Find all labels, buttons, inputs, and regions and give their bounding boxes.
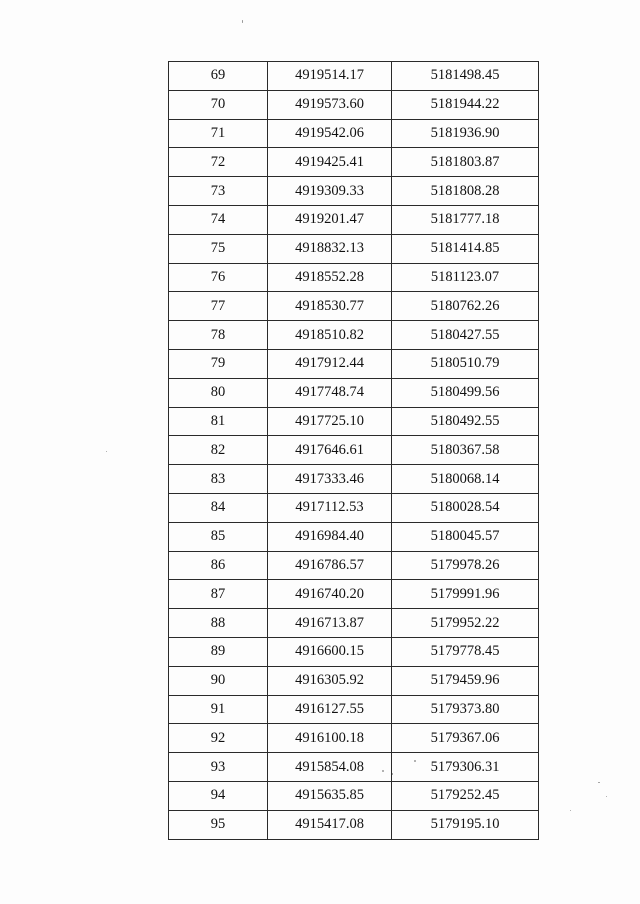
- y-coordinate-cell: 5181123.07: [392, 263, 539, 292]
- point-number-cell: 73: [169, 177, 268, 206]
- table-row: [169, 666, 539, 695]
- scan-speck: [570, 810, 571, 811]
- point-number-cell: 90: [169, 666, 268, 695]
- x-coordinate-cell: 4916713.87: [268, 609, 392, 638]
- table-row: [169, 781, 539, 810]
- x-coordinate-cell: 4916740.20: [268, 580, 392, 609]
- table-row: [169, 119, 539, 148]
- y-coordinate-cell: 5179306.31: [392, 753, 539, 782]
- y-coordinate-cell: 5180492.55: [392, 407, 539, 436]
- table-row: [169, 349, 539, 378]
- x-coordinate-cell: 4917112.53: [268, 493, 392, 522]
- point-number-cell: 91: [169, 695, 268, 724]
- coordinate-table-body: [169, 62, 539, 840]
- y-coordinate-cell: 5180367.58: [392, 436, 539, 465]
- table-row: [169, 724, 539, 753]
- table-row: [169, 378, 539, 407]
- x-coordinate-cell: 4915635.85: [268, 781, 392, 810]
- scan-speck: [598, 782, 600, 783]
- y-coordinate-cell: 5180068.14: [392, 465, 539, 494]
- table-row: [169, 148, 539, 177]
- scan-speck: [392, 773, 393, 775]
- y-coordinate-cell: 5180427.55: [392, 321, 539, 350]
- table-row: [169, 551, 539, 580]
- point-number-cell: 83: [169, 465, 268, 494]
- table-row: [169, 522, 539, 551]
- y-coordinate-cell: 5179978.26: [392, 551, 539, 580]
- point-number-cell: 70: [169, 90, 268, 119]
- point-number-cell: 79: [169, 349, 268, 378]
- point-number-cell: 87: [169, 580, 268, 609]
- x-coordinate-cell: 4916305.92: [268, 666, 392, 695]
- point-number-cell: 88: [169, 609, 268, 638]
- coordinate-table: [168, 61, 539, 840]
- table-row: [169, 465, 539, 494]
- y-coordinate-cell: 5180028.54: [392, 493, 539, 522]
- y-coordinate-cell: 5181808.28: [392, 177, 539, 206]
- y-coordinate-cell: 5181944.22: [392, 90, 539, 119]
- y-coordinate-cell: 5181803.87: [392, 148, 539, 177]
- scan-speck: [414, 760, 416, 762]
- point-number-cell: 72: [169, 148, 268, 177]
- table-row: [169, 609, 539, 638]
- table-row: [169, 810, 539, 839]
- x-coordinate-cell: 4917333.46: [268, 465, 392, 494]
- point-number-cell: 78: [169, 321, 268, 350]
- x-coordinate-cell: 4919201.47: [268, 205, 392, 234]
- table-row: [169, 62, 539, 91]
- point-number-cell: 84: [169, 493, 268, 522]
- y-coordinate-cell: 5180499.56: [392, 378, 539, 407]
- point-number-cell: 75: [169, 234, 268, 263]
- y-coordinate-cell: 5181777.18: [392, 205, 539, 234]
- x-coordinate-cell: 4918552.28: [268, 263, 392, 292]
- x-coordinate-cell: 4915854.08: [268, 753, 392, 782]
- x-coordinate-cell: 4919425.41: [268, 148, 392, 177]
- x-coordinate-cell: 4916786.57: [268, 551, 392, 580]
- table-row: [169, 493, 539, 522]
- point-number-cell: 94: [169, 781, 268, 810]
- table-row: [169, 292, 539, 321]
- point-number-cell: 77: [169, 292, 268, 321]
- point-number-cell: 95: [169, 810, 268, 839]
- y-coordinate-cell: 5180762.26: [392, 292, 539, 321]
- point-number-cell: 69: [169, 62, 268, 91]
- y-coordinate-cell: 5179367.06: [392, 724, 539, 753]
- table-row: [169, 436, 539, 465]
- scan-speck: [382, 770, 384, 772]
- y-coordinate-cell: 5179373.80: [392, 695, 539, 724]
- y-coordinate-cell: 5179459.96: [392, 666, 539, 695]
- x-coordinate-cell: 4919514.17: [268, 62, 392, 91]
- y-coordinate-cell: 5179991.96: [392, 580, 539, 609]
- x-coordinate-cell: 4917646.61: [268, 436, 392, 465]
- y-coordinate-cell: 5181498.45: [392, 62, 539, 91]
- table-row: [169, 263, 539, 292]
- point-number-cell: 85: [169, 522, 268, 551]
- x-coordinate-cell: 4917912.44: [268, 349, 392, 378]
- y-coordinate-cell: 5179195.10: [392, 810, 539, 839]
- table-row: [169, 234, 539, 263]
- point-number-cell: 71: [169, 119, 268, 148]
- table-row: [169, 580, 539, 609]
- x-coordinate-cell: 4919542.06: [268, 119, 392, 148]
- table-row: [169, 637, 539, 666]
- x-coordinate-cell: 4917748.74: [268, 378, 392, 407]
- x-coordinate-cell: 4919573.60: [268, 90, 392, 119]
- y-coordinate-cell: 5180510.79: [392, 349, 539, 378]
- table-row: [169, 205, 539, 234]
- table-row: [169, 90, 539, 119]
- y-coordinate-cell: 5181414.85: [392, 234, 539, 263]
- x-coordinate-cell: 4916984.40: [268, 522, 392, 551]
- y-coordinate-cell: 5180045.57: [392, 522, 539, 551]
- point-number-cell: 82: [169, 436, 268, 465]
- y-coordinate-cell: 5179778.45: [392, 637, 539, 666]
- x-coordinate-cell: 4918510.82: [268, 321, 392, 350]
- point-number-cell: 76: [169, 263, 268, 292]
- point-number-cell: 86: [169, 551, 268, 580]
- x-coordinate-cell: 4916100.18: [268, 724, 392, 753]
- x-coordinate-cell: 4917725.10: [268, 407, 392, 436]
- x-coordinate-cell: 4919309.33: [268, 177, 392, 206]
- y-coordinate-cell: 5179952.22: [392, 609, 539, 638]
- x-coordinate-cell: 4918832.13: [268, 234, 392, 263]
- point-number-cell: 92: [169, 724, 268, 753]
- y-coordinate-cell: 5181936.90: [392, 119, 539, 148]
- point-number-cell: 89: [169, 637, 268, 666]
- table-row: [169, 753, 539, 782]
- table-row: [169, 695, 539, 724]
- y-coordinate-cell: 5179252.45: [392, 781, 539, 810]
- x-coordinate-cell: 4918530.77: [268, 292, 392, 321]
- table-row: [169, 407, 539, 436]
- scan-speck: [242, 20, 243, 23]
- scan-speck: [606, 796, 607, 797]
- point-number-cell: 81: [169, 407, 268, 436]
- x-coordinate-cell: 4915417.08: [268, 810, 392, 839]
- scan-speck: [106, 451, 107, 452]
- x-coordinate-cell: 4916600.15: [268, 637, 392, 666]
- table-row: [169, 321, 539, 350]
- point-number-cell: 93: [169, 753, 268, 782]
- point-number-cell: 74: [169, 205, 268, 234]
- table-row: [169, 177, 539, 206]
- x-coordinate-cell: 4916127.55: [268, 695, 392, 724]
- point-number-cell: 80: [169, 378, 268, 407]
